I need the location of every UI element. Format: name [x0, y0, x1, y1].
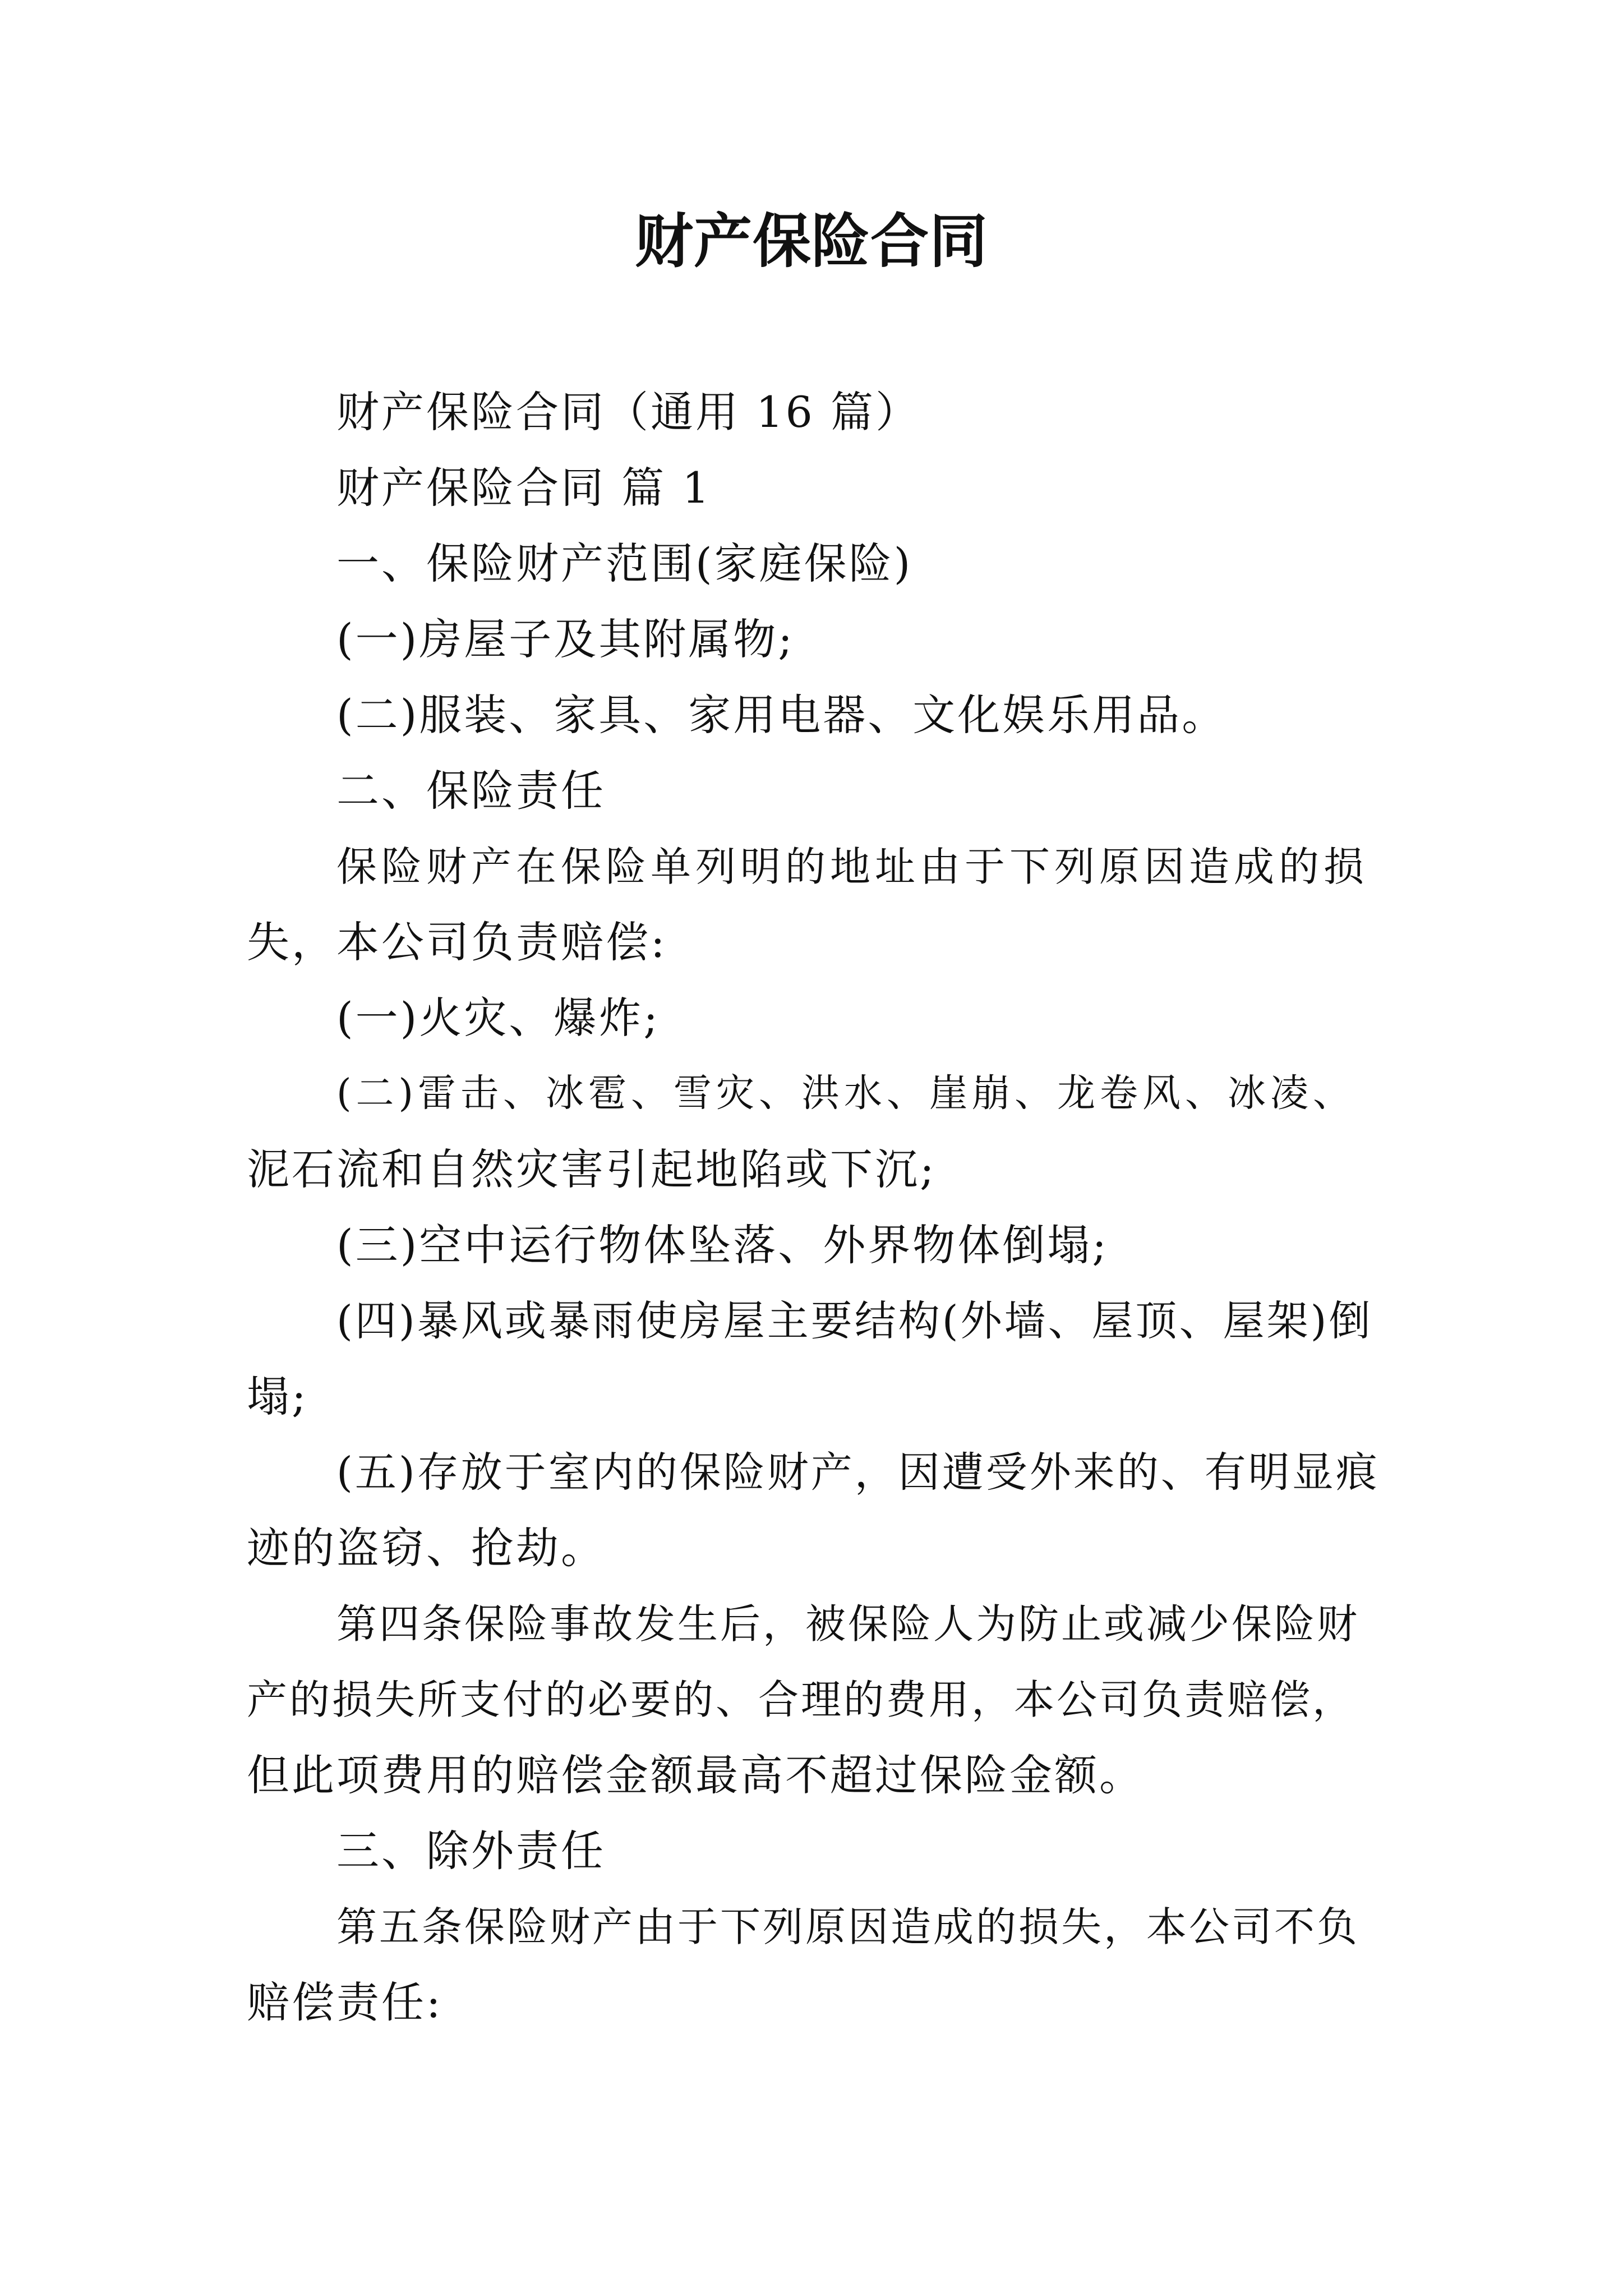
paragraph-line: 塌; [247, 1372, 308, 1421]
list-item: (三)空中运行物体坠落、外界物体倒塌; [336, 1220, 1109, 1270]
paragraph-line: 迹的盗窃、抢劫。 [247, 1523, 606, 1573]
clause-heading: 一、保险财产范围(家庭保险) [336, 539, 913, 588]
paragraph-line: 第四条保险事故发生后，被保险人为防止或减少保险财 [336, 1600, 1360, 1648]
paragraph-line: 泥石流和自然灾害引起地陷或下沉; [247, 1144, 937, 1194]
list-item: (二)服装、家具、家用电器、文化娱乐用品。 [336, 690, 1227, 740]
subtitle-line: 财产保险合同（通用 16 篇） [336, 387, 921, 437]
clause-heading: 三、除外责任 [336, 1826, 606, 1876]
paragraph-line: 失，本公司负责赔偿: [247, 917, 667, 967]
paragraph-line: 保险财产在保险单列明的地址由于下列原因造成的损 [336, 843, 1369, 890]
clause-heading: 二、保险责任 [336, 766, 606, 816]
list-item: (一)火灾、爆炸; [336, 993, 660, 1043]
paragraph-line: 但此项费用的赔偿金额最高不超过保险金额。 [247, 1750, 1144, 1800]
paragraph-line: 第五条保险财产由于下列原因造成的损失，本公司不负 [336, 1903, 1360, 1950]
list-item: (四)暴风或暴雨使房屋主要结构(外墙、屋顶、屋架)倒 [336, 1297, 1373, 1345]
list-item: (一)房屋子及其附属物; [336, 614, 795, 664]
document-title: 财产保险合同 [634, 207, 988, 275]
paragraph-line: 产的损失所支付的必要的、合理的费用，本公司负责赔偿， [247, 1676, 1355, 1723]
paragraph-line: 赔偿责任: [247, 1977, 443, 2027]
section-heading: 财产保险合同 篇 1 [336, 463, 712, 513]
list-item: (二)雷击、冰雹、雪灾、洪水、崖崩、龙卷风、冰凌、 [336, 1071, 1356, 1116]
list-item: (五)存放于室内的保险财产，因遭受外来的、有明显痕 [336, 1448, 1380, 1497]
